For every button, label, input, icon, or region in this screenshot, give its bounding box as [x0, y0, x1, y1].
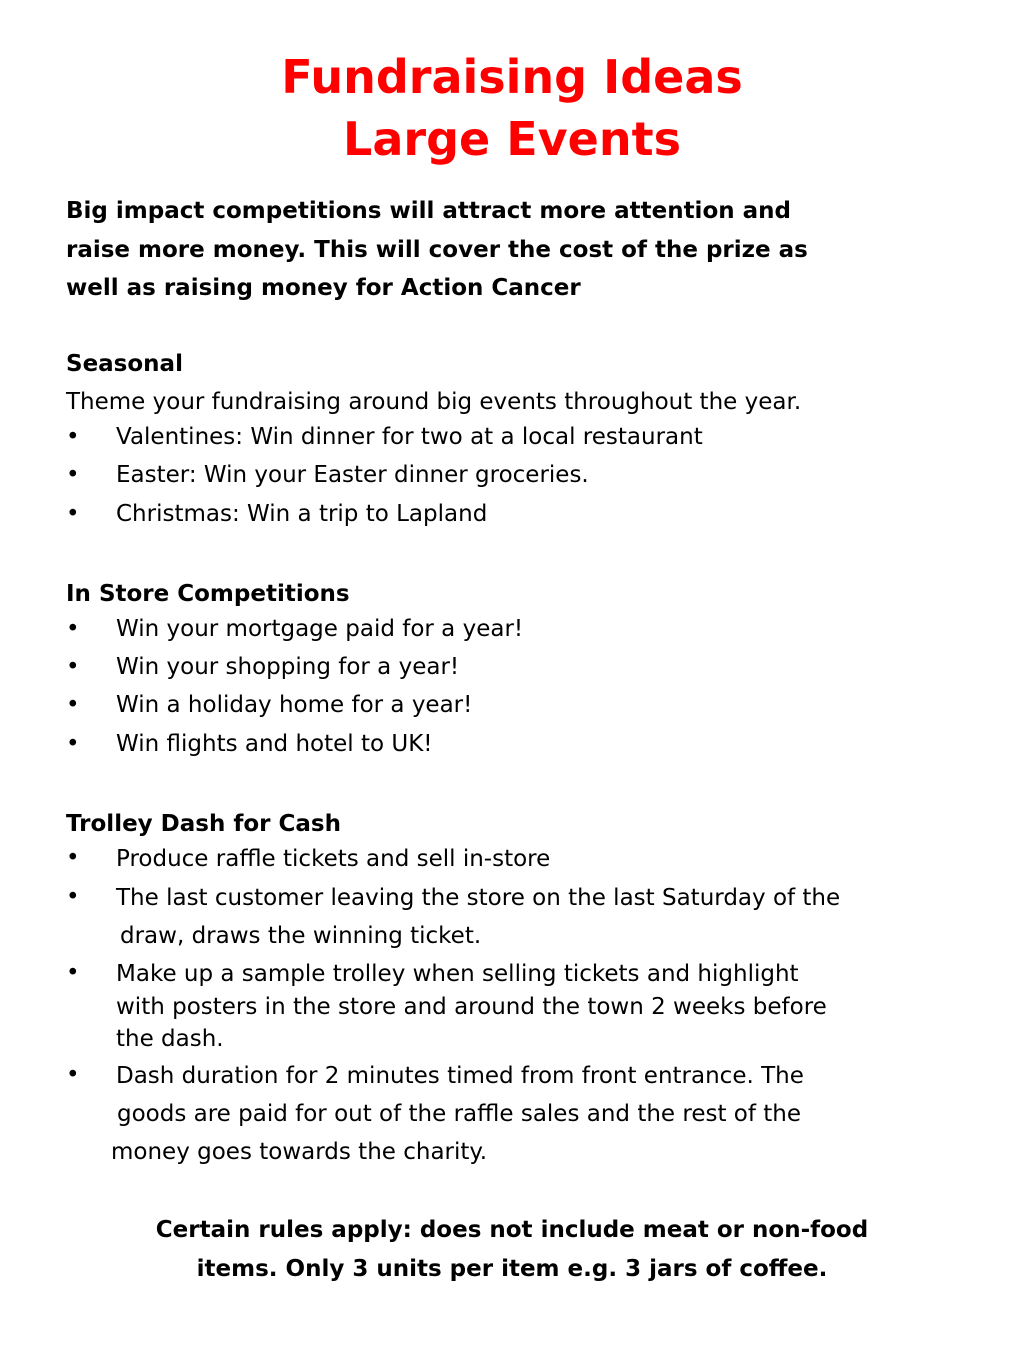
list-item-text: Win your shopping for a year! [116, 654, 460, 680]
list-item-text: Win flights and hotel to UK! [116, 731, 433, 757]
list-item-text: Win a holiday home for a year! [116, 692, 473, 718]
bullet-icon: • [66, 692, 80, 718]
list-item-text [116, 879, 840, 955]
bullet-icon: • [66, 884, 80, 910]
intro-paragraph [66, 192, 946, 308]
bullet-icon: • [66, 462, 80, 488]
intro-line: raise more money. This will cover the cost of the prize as [66, 236, 808, 263]
list-item-line: draw, draws the winning ticket. [120, 923, 482, 949]
intro-line: well as raising money for Action Cancer [66, 275, 581, 301]
list-item-line: Dash duration for 2 minutes timed from front entrance. The [116, 1063, 804, 1089]
seasonal-description: Theme your fundraising around big events throughout the year. [66, 389, 802, 415]
rules-note [0, 1211, 1024, 1289]
list-item-text: Valentines: Win dinner for two at a local restaurant [116, 424, 703, 450]
list-item-text [116, 958, 827, 1056]
rules-note-line: Certain rules apply: does not include meat or non-food [155, 1217, 869, 1243]
seasonal-heading: Seasonal [66, 351, 183, 377]
bullet-icon: • [66, 424, 80, 450]
bullet-icon: • [66, 616, 80, 642]
bullet-icon: • [66, 731, 80, 757]
list-item-line: Produce raffle tickets and sell in-store [116, 846, 551, 872]
list-item-line: goods are paid for out of the raffle sales and the rest of the [117, 1101, 802, 1127]
trolley-dash-heading: Trolley Dash for Cash [66, 811, 341, 837]
list-item-line: Make up a sample trolley when selling tickets and highlight [116, 961, 799, 987]
list-item-line: the dash. [116, 1026, 224, 1052]
page-title-line-2: Large Events [343, 112, 681, 166]
list-item-text [116, 845, 550, 873]
list-item-text: Win your mortgage paid for a year! [116, 616, 524, 642]
page-title-line-1: Fundraising Ideas [281, 50, 743, 104]
list-item-line: money goes towards the charity. [111, 1139, 488, 1165]
bullet-icon: • [66, 845, 80, 871]
list-item-text [111, 1057, 804, 1171]
list-item-text: Easter: Win your Easter dinner groceries. [116, 462, 589, 488]
bullet-icon: • [66, 960, 80, 986]
list-item-text: Christmas: Win a trip to Lapland [116, 501, 488, 527]
in-store-heading: In Store Competitions [66, 581, 350, 607]
intro-line: Big impact competitions will attract more attention and [66, 198, 791, 224]
rules-note-line: items. Only 3 units per item e.g. 3 jars of coffee. [196, 1256, 828, 1282]
bullet-icon: • [66, 1062, 80, 1088]
bullet-icon: • [66, 501, 80, 527]
list-item-line: The last customer leaving the store on the last Saturday of the [116, 885, 841, 911]
bullet-icon: • [66, 654, 80, 680]
list-item-line: with posters in the store and around the town 2 weeks before [116, 993, 827, 1020]
